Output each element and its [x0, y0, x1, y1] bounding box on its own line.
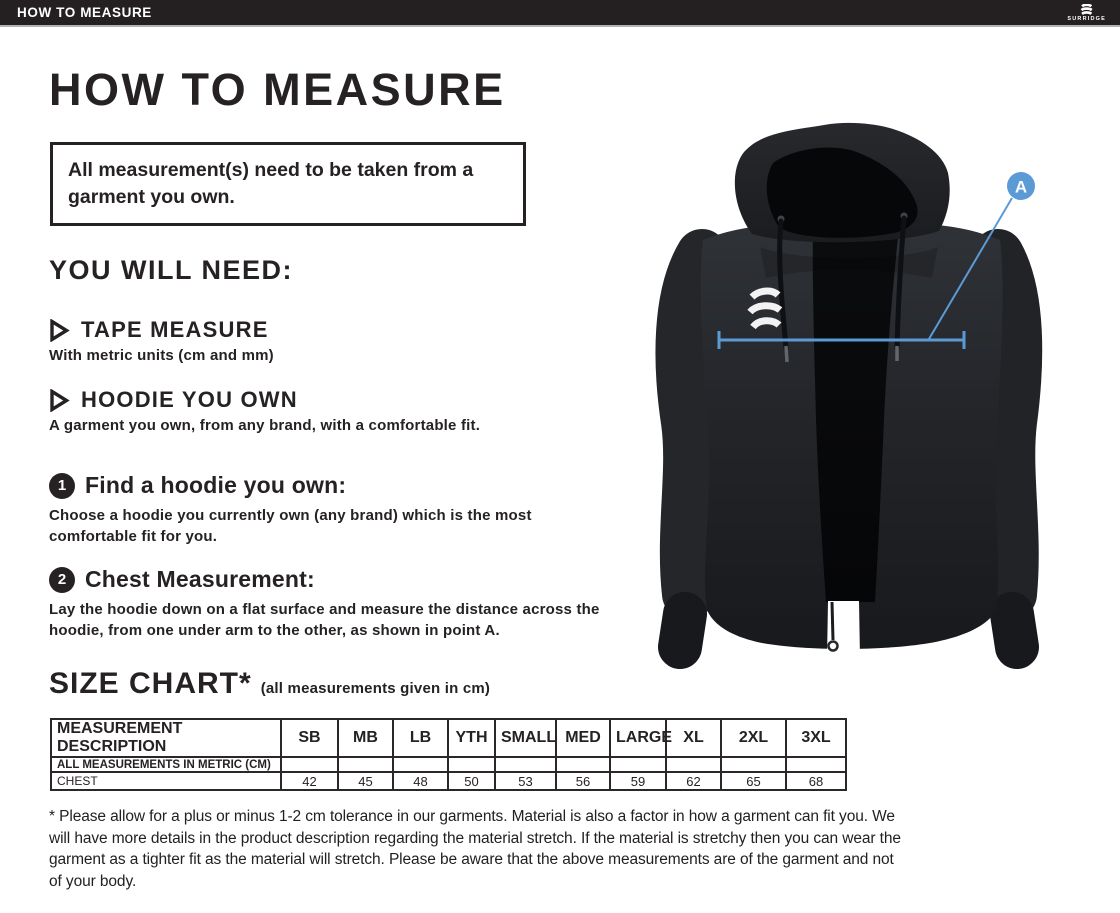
table-cell: 59	[610, 772, 666, 790]
column-header: 2XL	[721, 719, 786, 757]
table-row	[51, 757, 846, 772]
row-label: ALL MEASUREMENTS IN METRIC (CM)	[51, 757, 281, 772]
step-description: Choose a hoodie you currently own (any brand) which is the most comfortable fit for you.	[49, 507, 532, 545]
table-cell	[666, 757, 721, 772]
column-header: LARGE	[610, 719, 666, 757]
size-chart-table	[50, 718, 847, 791]
table-cell	[495, 757, 556, 772]
table-row	[51, 772, 846, 790]
top-bar-title: HOW TO MEASURE	[17, 5, 152, 20]
need-item-description: With metric units (cm and mm)	[49, 347, 274, 364]
column-header: MED	[556, 719, 610, 757]
top-bar	[0, 0, 1120, 27]
surridge-logo-icon	[1078, 4, 1095, 16]
hoodie-image	[608, 88, 1120, 680]
table-cell	[393, 757, 448, 772]
step-title: Chest Measurement:	[85, 566, 315, 592]
step-number-badge: 2	[49, 567, 75, 593]
step-title: Find a hoodie you own:	[85, 472, 347, 498]
need-item-tape-measure	[49, 317, 274, 364]
table-cell: 50	[448, 772, 495, 790]
row-label: CHEST	[51, 772, 281, 790]
table-cell: 42	[281, 772, 338, 790]
you-will-need-heading: YOU WILL NEED:	[49, 255, 294, 285]
table-cell	[786, 757, 846, 772]
table-cell: 65	[721, 772, 786, 790]
table-header-row	[51, 719, 846, 757]
table-cell	[610, 757, 666, 772]
tolerance-footnote: * Please allow for a plus or minus 1-2 cm tolerance in our garments. Material is also a factor in how a garment can fit you. We will have more details in the product description regarding the material stretch. If the material is stretchy then you can wear the garment as a tighter fit as the material will stretch. Please be aware that the above measurements are of the garment and not of your body.	[49, 808, 901, 890]
need-item-hoodie	[49, 387, 480, 434]
surridge-logo	[1067, 3, 1106, 23]
step-2	[49, 566, 649, 641]
column-header: YTH	[448, 719, 495, 757]
column-header: MB	[338, 719, 393, 757]
notice-box: All measurement(s) need to be taken from a garment you own.	[50, 142, 526, 226]
triangle-bullet-icon	[49, 319, 70, 342]
need-item-label: TAPE MEASURE	[81, 317, 269, 342]
page-title: HOW TO MEASURE	[49, 64, 506, 115]
table-cell: 45	[338, 772, 393, 790]
table-cell: 56	[556, 772, 610, 790]
table-cell: 48	[393, 772, 448, 790]
column-header: MEASUREMENT DESCRIPTION	[51, 719, 281, 757]
table-cell: 68	[786, 772, 846, 790]
column-header: SB	[281, 719, 338, 757]
step-1	[49, 472, 597, 547]
table-cell	[281, 757, 338, 772]
table-cell	[721, 757, 786, 772]
triangle-bullet-icon	[49, 389, 70, 412]
step-description: Lay the hoodie down on a flat surface and measure the distance across the hoodie, from one under arm to the other, as shown in point A.	[49, 601, 600, 639]
table-cell	[556, 757, 610, 772]
marker-a-badge	[1007, 172, 1035, 200]
size-chart-title: SIZE CHART*	[49, 667, 252, 700]
column-header: SMALL	[495, 719, 556, 757]
column-header: LB	[393, 719, 448, 757]
table-cell	[338, 757, 393, 772]
column-header: XL	[666, 719, 721, 757]
surridge-logo-text: SURRIDGE	[1067, 15, 1106, 22]
column-header: 3XL	[786, 719, 846, 757]
need-item-label: HOODIE YOU OWN	[81, 387, 298, 412]
marker-a-label: A	[1014, 177, 1028, 197]
need-item-description: A garment you own, from any brand, with a comfortable fit.	[49, 417, 481, 434]
size-chart-heading	[49, 667, 490, 701]
table-cell: 62	[666, 772, 721, 790]
step-number-badge: 1	[49, 473, 75, 499]
table-cell: 53	[495, 772, 556, 790]
table-cell	[448, 757, 495, 772]
hoodie-diagram	[608, 88, 1120, 680]
size-chart-subtitle: (all measurements given in cm)	[260, 680, 491, 697]
